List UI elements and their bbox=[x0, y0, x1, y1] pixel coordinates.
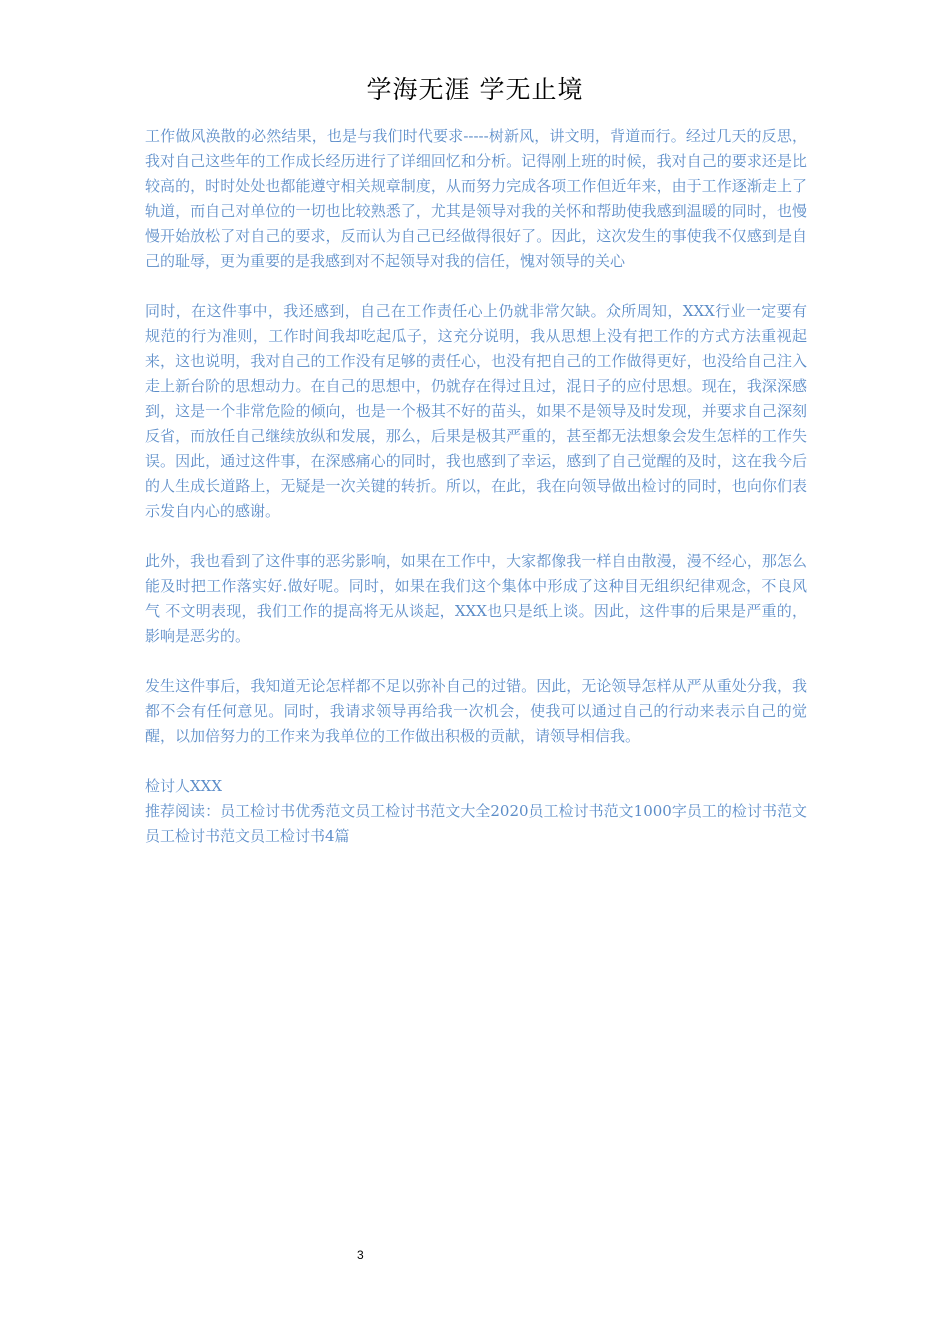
paragraph-2: 同时，在这件事中，我还感到，自己在工作责任心上仍就非常欠缺。众所周知，XXX行业一定要有规范的行为准则，工作时间我却吃起瓜子，这充分说明，我从思想上没有把工作的方式方法重视起来，这也说明，我对自己的工作没有足够的责任心，也没有把自己的工作做得更好，也没给自己注入走上新台阶的思想动力。在自己的思想中，仍就存在得过且过，混日子的应付思想。现在，我深深感到，这是一个非常危险的倾向，也是一个极其不好的苗头，如果不是领导及时发现，并要求自己深刻反省，而放任自己继续放纵和发展，那么，后果是极其严重的，甚至都无法想象会发生怎样的工作失误。因此，通过这件事，在深感痛心的同时，我也感到了幸运，感到了自己觉醒的及时，这在我今后的人生成长道路上，无疑是一次关键的转折。所以，在此，我在向领导做出检讨的同时，也向你们表示发自内心的感谢。 bbox=[145, 302, 807, 520]
paragraph-3: 此外，我也看到了这件事的恶劣影响，如果在工作中，大家都像我一样自由散漫，漫不经心，那怎么能及时把工作落实好.做好呢。同时，如果在我们这个集体中形成了这种目无组织纪律观念，不良风气 不文明表现，我们工作的提高将无从谈起，XXX也只是纸上谈。因此，这件事的后果是严重的，影响是恶劣的。 bbox=[145, 552, 807, 645]
recommended-reading[interactable]: 推荐阅读：员工检讨书优秀范文员工检讨书范文大全2020员工检讨书范文1000字员工的检讨书范文员工检讨书范文员工检讨书4篇 bbox=[145, 802, 807, 845]
page-header: 学海无涯 学无止境 bbox=[366, 75, 584, 104]
paragraph-4: 发生这件事后，我知道无论怎样都不足以弥补自己的过错。因此，无论领导怎样从严从重处分我，我都不会有任何意见。同时，我请求领导再给我一次机会，使我可以通过自己的行动来表示自己的觉醒，以加倍努力的工作来为我单位的工作做出积极的贡献，请领导相信我。 bbox=[145, 677, 807, 745]
document-body bbox=[145, 124, 807, 849]
signature: 检讨人XXX bbox=[145, 777, 223, 795]
page-number: 3 bbox=[357, 1248, 364, 1262]
paragraph-1: 工作做风涣散的必然结果，也是与我们时代要求-----树新风，讲文明，背道而行。经过几天的反思，我对自己这些年的工作成长经历进行了详细回忆和分析。记得刚上班的时候，我对自己的要求还是比较高的，时时处处也都能遵守相关规章制度，从而努力完成各项工作但近年来，由于工作逐渐走上了轨道，而自己对单位的一切也比较熟悉了，尤其是领导对我的关怀和帮助使我感到温暖的同时，也慢慢开始放松了对自己的要求，反而认为自己已经做得很好了。因此，这次发生的事使我不仅感到是自己的耻辱，更为重要的是我感到对不起领导对我的信任，愧对领导的关心 bbox=[145, 127, 807, 270]
